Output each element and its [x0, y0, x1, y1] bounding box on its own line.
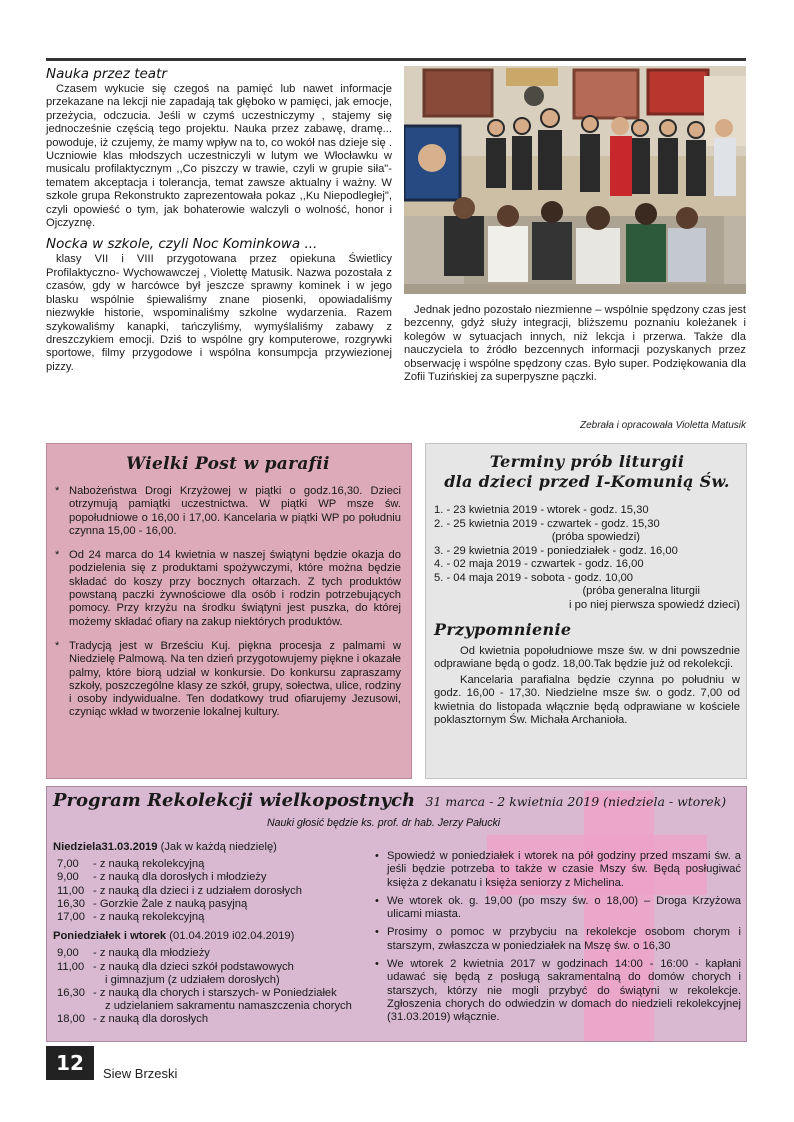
reminder-text-1: Od kwietnia popołudniowe msze św. w dni powszednie odprawiane będą o godz. 18,00.Tak będzie już od rekolekcji. [434, 645, 740, 671]
day-heading-note: (Jak w każdą niedzielę) [160, 841, 277, 853]
schedule-time: 16,30 [57, 897, 85, 910]
group-photo [404, 66, 746, 294]
retreat-header [53, 790, 726, 811]
lent-item [55, 549, 401, 629]
bullet-icon: • [375, 926, 379, 939]
retreat-note-text: Spowiedź w poniedziałek i wtorek na pół godziny przed mszami św. a jeśli będzie potrzeba to także w czasie Mszy św. Będą posługiwać księża z dekanatu i księża seniorzy z Michelina. [387, 850, 741, 889]
rehearsal-item: 5. - 04 maja 2019 - sobota - godz. 10,00 [434, 571, 634, 584]
schedule-time: 16,30 [57, 987, 85, 1000]
rehearsals-box [425, 443, 747, 779]
schedule-row [53, 947, 373, 960]
rehearsal-item: 3. - 29 kwietnia 2019 - poniedziałek - godz. 16,00 [434, 544, 678, 557]
schedule-row [53, 911, 373, 924]
article-night-title: Nocka w szkole, czyli Noc Kominkowa ... [46, 236, 318, 253]
article-theatre-title: Nauka przez teatr [46, 66, 167, 82]
lent-title: Wielki Post w parafii [126, 454, 330, 474]
schedule-desc: - Gorzkie Żale z nauką pasyjną [93, 897, 248, 910]
retreat-subtitle: Nauki głosić będzie ks. prof. dr hab. Jerzy Pałucki [267, 817, 501, 829]
asterisk-icon: * [55, 485, 60, 497]
retreat-note [375, 926, 741, 953]
day-heading-mon-tue [53, 930, 373, 943]
rehearsal-note: (próba generalna liturgii [582, 585, 700, 597]
left-column [46, 66, 392, 374]
lent-item-text: Tradycją jest w Brześciu Kuj. piękna procesja z palmami w Niedzielę Palmową. Na ten dzień przygotowujemy piękne i okazałe palmy, które biorą udział w konkursie. Do konkursu zapraszamy szkoły, poszczególne klasy ze szkół, grupy, sołectwa, ulice, rodziny i osoby indywidualne. Ten dodatkowy trud ofiarujemy Jezusowi, czyniąc wkład w tworzenie lokalnej kultury. [69, 639, 401, 719]
schedule-row [53, 885, 373, 898]
schedule-desc: - z nauką dla dzieci szkół podstawowych [93, 960, 294, 973]
article-night-text: klasy VII i VIII przygotowana przez opiekuna Świetlicy Profilaktyczno- Wychowawczej , Violettę Matusik. Nazwa pozostała z czasów, gdy w harcówce był jeszcze sprawny kominek i w jego blasku wspólnie śpiewaliśmy znane piosenki, opowiadaliśmy niezwykłe historie, wspominaliśmy szkolne wydarzenia. Razem szykowaliśmy kanapki, tańczyliśmy, wymyślaliśmy zabawy z dreszczykiem emocji. Dziś to wspólne gry komputerowe, rozgrywki sportowe, filmy przygodowe i wspólna konsumpcja przywiezionej pizzy. [46, 253, 392, 373]
retreat-note-text: We wtorek 2 kwietnia 2017 w godzinach 14:00 - 16:00 - kapłani udawać się będą z posługą sakramentalną do domów chorych i starszych, którzy nie mogli przybyć do świątyni w rekolekcje. Zgłoszenia chorych do odwiedzin w domach do niedzieli rekolekcyjnej (31.03.2019) włącznie. [387, 958, 741, 1024]
schedule-time: 17,00 [57, 911, 85, 924]
rehearsal-item: 2. - 25 kwietnia 2019 - czwartek - godz. 15,30 [434, 517, 660, 530]
rehearsals-title-line1: Terminy prób liturgii [489, 452, 685, 471]
asterisk-icon: * [55, 639, 60, 652]
schedule-time: 9,00 [57, 947, 79, 960]
schedule-continuation: z udzielaniem sakramentu namaszczenia chorych [105, 1000, 352, 1013]
schedule-desc: - z nauką dla chorych i starszych- w Poniedziałek [93, 987, 337, 1000]
schedule-row [53, 987, 373, 1000]
reminder-text-2: Kancelaria parafialna będzie czynna po południu w godz. 16,00 - 17,30. Niedzielne msze św. o godz. 7,00 od kwietnia do listopada włącznie będą odprawiane w kościele poklasztornym Św. Michała Archanioła. [434, 673, 740, 727]
author-credit: Zebrała i opracowała Violetta Matusik [579, 420, 746, 431]
bullet-icon: • [375, 894, 379, 907]
lent-item [55, 640, 401, 720]
bullet-icon: • [375, 958, 379, 971]
retreat-title: Program Rekolekcji wielkopostnych [53, 790, 416, 811]
asterisk-icon: * [55, 549, 60, 562]
day-heading-note: (01.04.2019 i02.04.2019) [169, 930, 295, 943]
retreat-schedule [53, 837, 373, 1027]
schedule-time: 18,00 [57, 1013, 85, 1026]
rehearsals-title-line2: dla dzieci przed I-Komunią Św. [444, 472, 730, 491]
article-night-continuation: Jednak jedno pozostało niezmienne – wspólnie spędzony czas jest bezcenny, gdyż służy integracji, bliższemu poznaniu koleżanek i kolegów w sytuacjach innych, niż lekcja i przerwa. Także dla nauczyciela to źródło bezcennych informacji pozyskanych przez obserwację i wspólne spędzony czas. Było super. Podziękowania dla Zofii Tuzińskiej za superpyszne pączki. [404, 304, 746, 384]
schedule-desc: - z nauką rekolekcyjną [93, 911, 205, 924]
schedule-desc: - z nauką dla dorosłych i młodzieży [93, 871, 267, 884]
schedule-row [53, 858, 373, 871]
rehearsal-note: i po niej pierwsza spowiedź dzieci) [569, 598, 740, 611]
retreat-note-text: We wtorek ok. g. 19,00 (po mszy św. o 18,00) – Droga Krzyżowa ulicami miasta. [387, 894, 741, 921]
group-photo-illustration [404, 66, 746, 294]
lent-item-text: Od 24 marca do 14 kwietnia w naszej świątyni będzie okazja do podzielenia się z produktami spożywczymi, które można będzie składać do koszy przy bocznych ołtarzach. Z tych produktów powstaną paczki żywnościowe dla osób i rodzin potrzebujących pomocy. Przy krzyżu na środku świątyni jest puszka, do której możemy składać ofiary na zakup niektórych produktów. [69, 549, 401, 628]
lent-item-text: Nabożeństwa Drogi Krzyżowej w piątki o godz.16,30. Dzieci otrzymują pamiątki uczestnictwa. W piątki WP msze św. popołudniowe o 16,00 i 17,00. Kancelaria w piątki WP po południu czynna 15,00 - 16,00. [69, 485, 401, 537]
day-heading-sunday [53, 841, 373, 854]
retreat-notes [375, 845, 741, 1025]
lent-box [46, 443, 412, 779]
schedule-desc: - z nauką rekolekcyjną [93, 858, 205, 871]
schedule-row [53, 1013, 373, 1026]
reminder-title: Przypomnienie [434, 620, 572, 639]
retreat-dates: 31 marca - 2 kwietnia 2019 (niedziela - wtorek) [425, 794, 727, 809]
day-heading: Poniedziałek i wtorek [53, 930, 167, 943]
lent-item [55, 485, 401, 538]
schedule-continuation: i gimnazjum (z udziałem dorosłych) [105, 973, 280, 986]
day-heading: Niedziela31.03.2019 [53, 841, 158, 853]
schedule-desc: - z nauką dla dzieci i z udziałem dorosłych [93, 884, 302, 897]
rehearsal-item: 4. - 02 maja 2019 - czwartek - godz. 16,00 [434, 558, 644, 570]
retreat-note [375, 850, 741, 890]
schedule-time: 7,00 [57, 858, 79, 871]
schedule-desc: - z nauką dla dorosłych [93, 1013, 209, 1026]
bullet-icon: • [375, 850, 379, 862]
publication-name: Siew Brzeski [103, 1066, 178, 1081]
retreat-note-text: Prosimy o pomoc w przybyciu na rekolekcje osobom chorym i starszym, zwłaszcza w poniedziałek na Mszę św. o 16,30 [387, 926, 741, 952]
top-rule [46, 58, 746, 61]
article-theatre-text: Czasem wykucie się czegoś na pamięć lub nawet informacje przekazane na lekcji nie zapadają tak głęboko w pamięci, jak emocje, przeżycia, odczucia. Jeśli w czymś uczestniczymy , stajemy się jednocześnie częścią tego projektu. Nauka przez zabawę, dramę... powoduje, iż czujemy, że mamy wpływ na to, co wokół nas dzieje się . Uczniowie klas młodszych uczestniczyli w lutym we Włocławku w musicalu profilaktycznym ,,Co piszczy w trawie, czyli w grupie siła"- tematem akceptacja i tolerancja, temat zawsze aktualny i ważny. W szkole grupa Rekonstrukto zaprezentowała pokaz ,,Ku Niepodległej", czyli opowieść o tym, jak bohaterowie walczyli o wolność, honor i Ojczyznę. [46, 83, 392, 230]
rehearsal-note: (próba spowiedzi) [551, 531, 640, 543]
schedule-desc: - z nauką dla młodzieży [93, 947, 210, 960]
schedule-time: 11,00 [57, 884, 85, 897]
schedule-row [53, 898, 373, 911]
retreat-note [375, 958, 741, 1024]
right-column [404, 66, 746, 384]
retreat-note [375, 895, 741, 922]
rehearsal-item: 1. - 23 kwietnia 2019 - wtorek - godz. 15,30 [434, 504, 649, 516]
schedule-row [53, 871, 373, 884]
rehearsal-list [434, 504, 740, 612]
schedule-time: 9,00 [57, 871, 79, 884]
page-number: 12 [46, 1046, 94, 1080]
retreat-box [46, 786, 747, 1042]
schedule-row [53, 961, 373, 974]
schedule-time: 11,00 [57, 960, 85, 973]
